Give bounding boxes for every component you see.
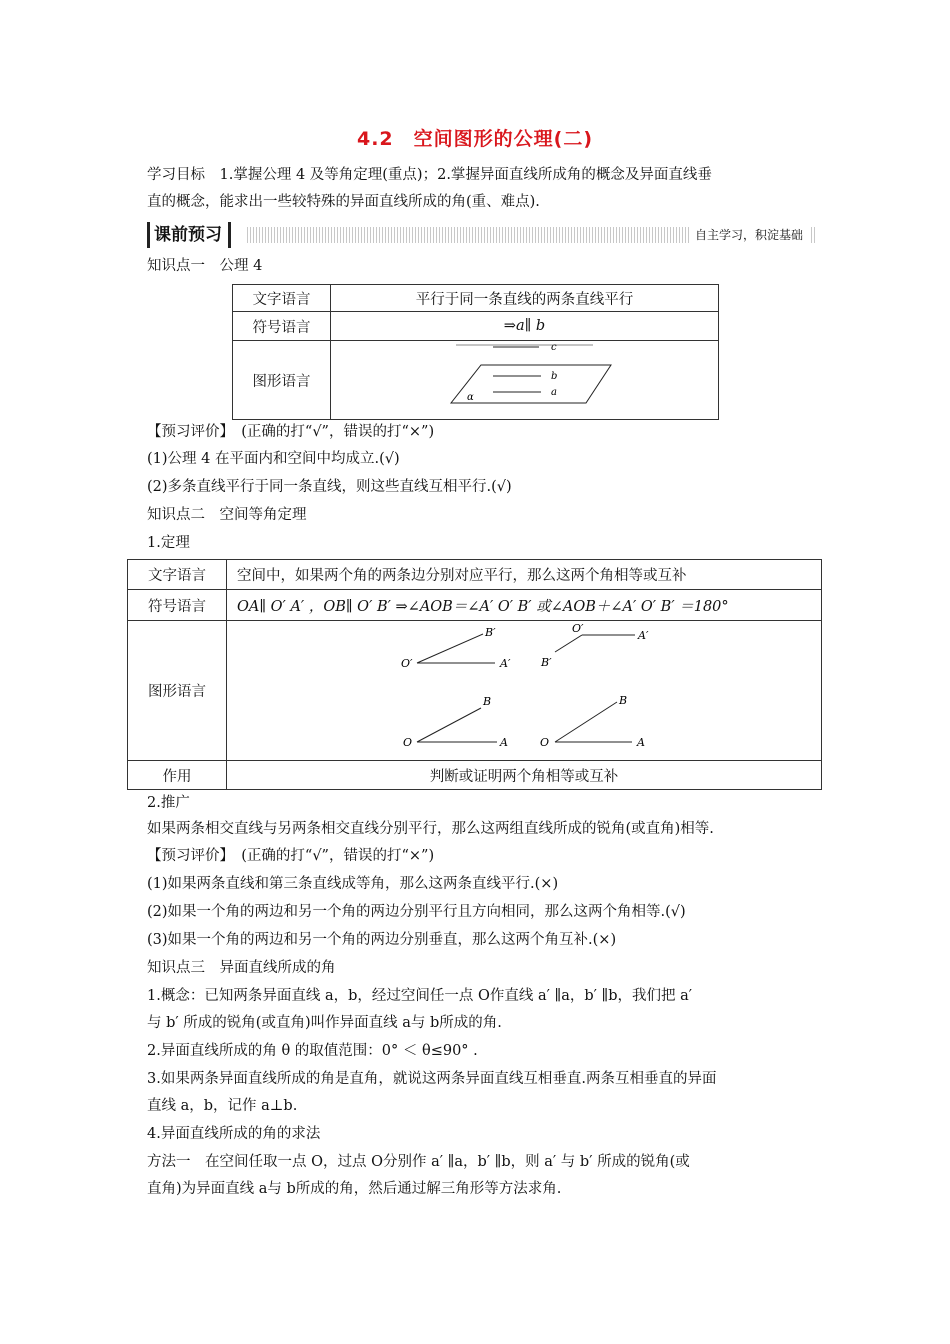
objectives-line-1: 学习目标 1.掌握公理 4 及等角定理(重点)；2.掌握异面直线所成角的概念及异面直线垂 — [147, 167, 712, 183]
kp2-heading: 知识点二 空间等角定理 — [147, 507, 307, 523]
axiom4-symbol-text: ⇒a∥ b — [503, 318, 546, 334]
kp2-sub-theorem: 1.定理 — [147, 535, 190, 551]
angle2-side-b — [555, 702, 617, 742]
kp3-concept-line-2: 与 b′ 所成的锐角(或直角)叫作异面直线 a与 b所成的角. — [147, 1015, 502, 1031]
axiom4-row-symbol-val — [331, 312, 719, 341]
kp2-eval-2: (2)如果一个角的两边和另一个角的两边分别平行且方向相同，那么这两个角相等.(√) — [147, 904, 686, 920]
axiom4-row-text-key: 文字语言 — [233, 285, 331, 312]
page-title: 4.2 空间图形的公理(二) — [356, 128, 594, 150]
angle-symbol-text: OA∥ O′ A′ ，OB∥ O′ B′ ⇒∠AOB＝∠A′ O′ B′ 或∠AOB＋∠A′ O′ B′ ＝180° — [237, 598, 729, 615]
label-a: a — [551, 387, 557, 398]
axiom4-row-figure-val — [331, 341, 719, 420]
kp3-range: 2.异面直线所成的角 θ 的取值范围：0° ＜ θ≤90° . — [147, 1043, 478, 1059]
kp1-eval-heading: 【预习评价】 (正确的打“√”，错误的打“×”) — [147, 424, 435, 440]
axiom4-row-symbol-key: 符号语言 — [233, 312, 331, 341]
kp2-eval-3: (3)如果一个角的两边和另一个角的两边分别垂直，那么这两个角互补.(×) — [147, 932, 617, 948]
plane-alpha — [451, 365, 611, 403]
kp2-eval-1: (1)如果两条直线和第三条直线成等角，那么这两条直线平行.(×) — [147, 876, 559, 892]
section-bar-label: 课前预习 — [147, 222, 231, 248]
kp3-heading: 知识点三 异面直线所成的角 — [147, 960, 336, 976]
label-alpha: α — [467, 392, 474, 403]
label-O1: O — [403, 735, 413, 749]
kp3-methods-heading: 4.异面直线所成的角的求法 — [147, 1126, 321, 1142]
angle-row-symbol-key: 符号语言 — [128, 590, 227, 621]
kp2-eval-heading: 【预习评价】 (正确的打“√”，错误的打“×”) — [147, 848, 435, 864]
label-O1p: O′ — [401, 656, 413, 670]
angle2p-side-b — [555, 635, 582, 652]
axiom4-table — [232, 284, 719, 420]
kp2-generalization-text: 如果两条相交直线与另两条相交直线分别平行，那么这两组直线所成的锐角(或直角)相等. — [147, 821, 714, 837]
objectives-line-2: 直的概念，能求出一些较特殊的异面直线所成的角(重、难点). — [147, 194, 540, 210]
angle-row-text-val: 空间中，如果两个角的两条边分别对应平行，那么这两个角相等或互补 — [227, 560, 822, 590]
kp3-perpendicular-line-1: 3.如果两条异面直线所成的角是直角，就说这两条异面直线互相垂直.两条互相垂直的异面 — [147, 1071, 717, 1087]
kp1-eval-2: (2)多条直线平行于同一条直线，则这些直线互相平行.(√) — [147, 479, 512, 495]
label-B2: B — [619, 693, 628, 707]
label-B2p: B′ — [541, 655, 552, 669]
label-A2p: A′ — [638, 628, 649, 642]
section-bar — [147, 222, 815, 248]
kp1-heading: 知识点一 公理 4 — [147, 258, 263, 274]
kp2-sub-generalization: 2.推广 — [147, 795, 190, 811]
kp3-perpendicular-line-2: 直线 a，b，记作 a⊥b. — [147, 1098, 298, 1114]
kp3-concept-line-1: 1.概念：已知两条异面直线 a，b，经过空间任一点 O作直线 a′ ∥a，b′ ∥b，我们把 a′ — [147, 988, 693, 1004]
axiom4-figure — [331, 341, 718, 419]
axiom4-row-figure-key: 图形语言 — [233, 341, 331, 420]
label-O2p: O′ — [572, 621, 584, 635]
label-B1p: B′ — [485, 625, 496, 639]
label-b: b — [551, 371, 558, 382]
kp3-method1-line-1: 方法一 在空间任取一点 O，过点 O分别作 a′ ∥a，b′ ∥b，则 a′ 与 b′ 所成的锐角(或 — [147, 1154, 690, 1170]
kp3-method1-line-2: 直角)为异面直线 a与 b所成的角，然后通过解三角形等方法求角. — [147, 1181, 562, 1197]
angle1-side-b — [417, 708, 481, 742]
label-A1p: A′ — [500, 656, 511, 670]
label-B1: B — [483, 694, 492, 708]
angle-row-use-key: 作用 — [128, 761, 227, 790]
label-O2: O — [540, 735, 550, 749]
equal-angle-figure — [227, 622, 821, 760]
label-A2: A — [637, 735, 645, 749]
angle-row-figure-key: 图形语言 — [128, 621, 227, 761]
angle-row-use-val: 判断或证明两个角相等或互补 — [227, 761, 822, 790]
angle-row-symbol-val — [227, 590, 822, 621]
axiom4-row-text-val: 平行于同一条直线的两条直线平行 — [331, 285, 719, 312]
angle1p-side-b — [417, 634, 483, 663]
label-A1: A — [500, 735, 508, 749]
section-bar-subtitle: 自主学习，积淀基础 — [689, 225, 809, 245]
kp1-eval-1: (1)公理 4 在平面内和空间中均成立.(√) — [147, 451, 400, 467]
equal-angle-table — [127, 559, 822, 790]
angle-row-text-key: 文字语言 — [128, 560, 227, 590]
label-c: c — [551, 342, 557, 353]
angle-row-figure-val — [227, 621, 822, 761]
